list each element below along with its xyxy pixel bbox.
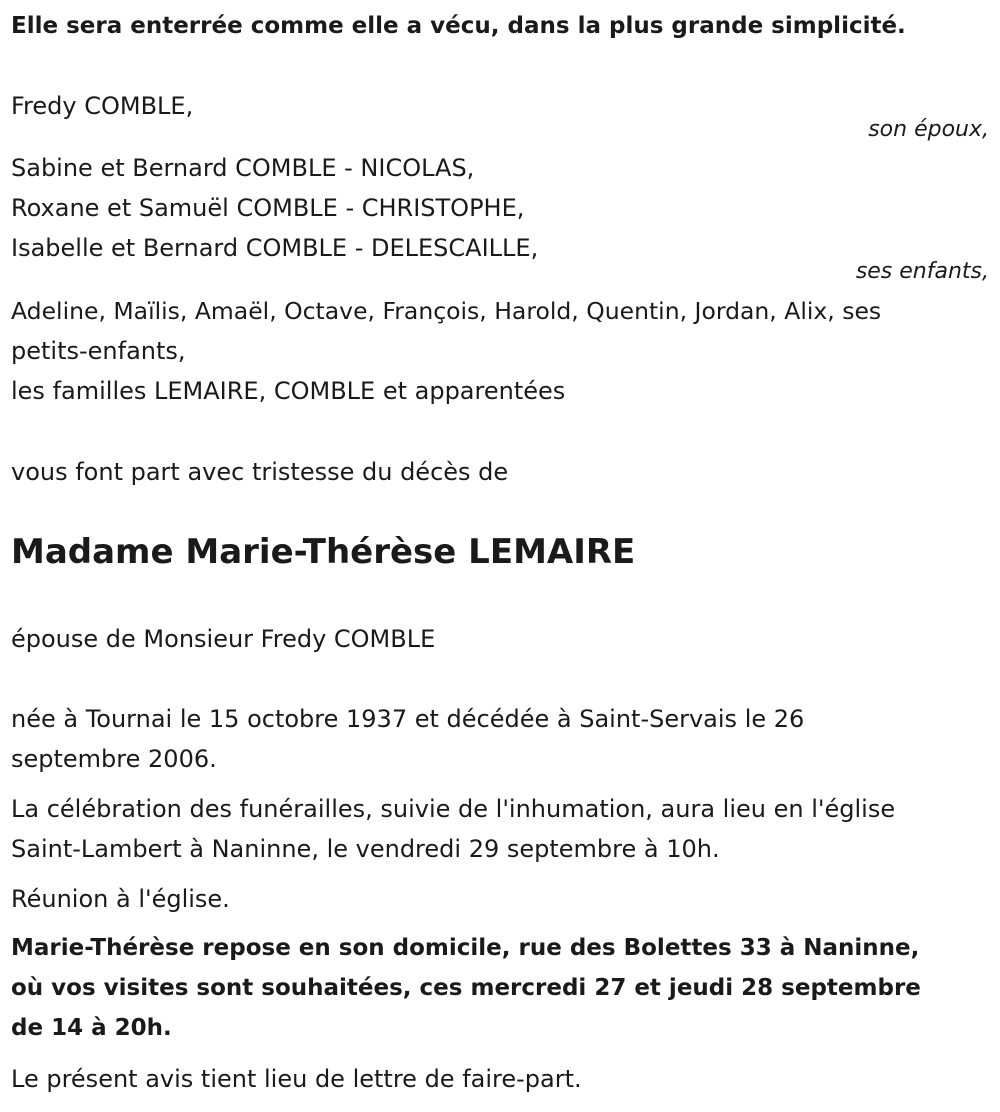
closing-text: Le présent avis tient lieu de lettre de faire-part. [11,1065,582,1093]
families-line: les familles LEMAIRE, COMBLE et apparentées [11,377,566,405]
meeting-text: Réunion à l'église. [11,885,230,913]
grandchildren-line-2: petits-enfants, [11,337,186,365]
children-relation: ses enfants, [855,259,989,284]
spouse-of-text: épouse de Monsieur Fredy COMBLE [11,625,436,653]
visitation-line-3: de 14 à 20h. [11,1015,172,1041]
child-line-3: Isabelle et Bernard COMBLE - DELESCAILLE, [11,234,539,262]
spouse-name: Fredy COMBLE, [11,92,194,120]
spouse-relation: son époux, [868,117,989,142]
birth-death-line-1: née à Tournai le 15 octobre 1937 et décédée à Saint-Servais le 26 [11,705,805,733]
deceased-name: Madame Marie-Thérèse LEMAIRE [11,532,636,572]
funeral-line-1: La célébration des funérailles, suivie de l'inhumation, aura lieu en l'église [11,795,896,823]
grandchildren-line-1: Adeline, Maïlis, Amaël, Octave, François, Harold, Quentin, Jordan, Alix, ses [11,297,882,325]
child-line-2: Roxane et Samuël COMBLE - CHRISTOPHE, [11,194,525,222]
child-line-1: Sabine et Bernard COMBLE - NICOLAS, [11,154,475,182]
intro-text: Elle sera enterrée comme elle a vécu, dans la plus grande simplicité. [11,13,906,39]
visitation-line-2: où vos visites sont souhaitées, ces mercredi 27 et jeudi 28 septembre [11,975,921,1001]
birth-death-line-2: septembre 2006. [11,745,217,773]
funeral-line-2: Saint-Lambert à Naninne, le vendredi 29 septembre à 10h. [11,835,720,863]
announcement-text: vous font part avec tristesse du décès de [11,458,509,486]
visitation-line-1: Marie-Thérèse repose en son domicile, rue des Bolettes 33 à Naninne, [11,935,920,961]
